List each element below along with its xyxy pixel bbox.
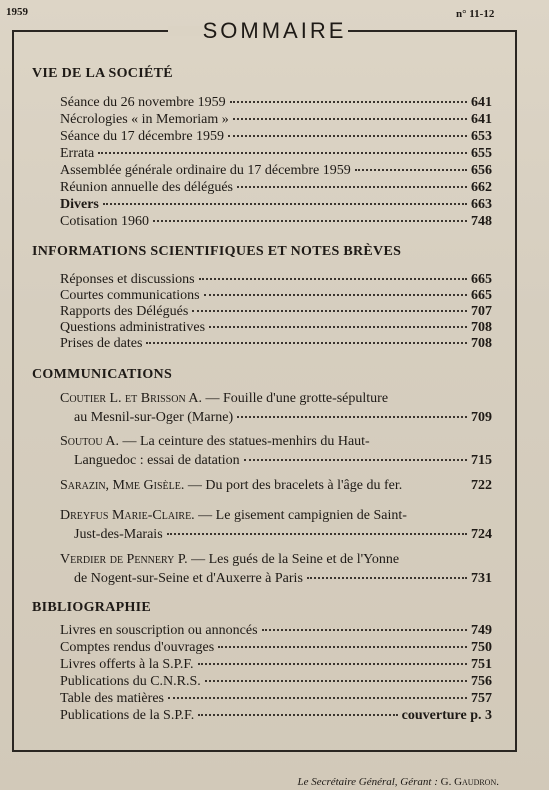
entry-page: 722	[471, 478, 492, 493]
entry-text: Publications du C.N.R.S.	[60, 674, 201, 689]
dot-leader	[198, 653, 467, 665]
dot-leader	[233, 108, 467, 120]
dot-leader	[209, 316, 467, 328]
communication-entry	[60, 550, 492, 588]
entry-page: 707	[471, 304, 492, 319]
entry-page: couverture p. 3	[401, 708, 492, 723]
entry-text: Questions administratives	[60, 320, 206, 335]
entry-author: Verdier de Pennery P.	[60, 552, 188, 567]
entry-page: 663	[471, 197, 492, 212]
dot-leader	[146, 332, 467, 344]
dot-leader	[168, 687, 467, 699]
entry-page: 709	[471, 410, 492, 425]
entry-author: Dreyfus Marie-Claire.	[60, 508, 195, 523]
entry-text: Nécrologies « in Memoriam »	[60, 112, 229, 127]
entry-title: — Le gisement campignien de Saint-	[198, 508, 407, 523]
dot-leader	[228, 125, 467, 137]
entry-title: — Fouille d'une grotte-sépulture	[205, 391, 389, 406]
entry-page: 708	[471, 336, 492, 351]
entry-text: Errata	[60, 146, 95, 161]
entry-text: Réunion annuelle des délégués	[60, 180, 234, 195]
dot-leader	[167, 523, 467, 535]
entry-text: Livres en souscription ou annoncés	[60, 623, 258, 638]
entry-page: 756	[471, 674, 492, 689]
dot-leader	[199, 268, 467, 280]
footer-signature	[297, 776, 499, 788]
entry-text: Rapports des Délégués	[60, 304, 189, 319]
entry-page: 757	[471, 691, 492, 706]
entry-page: 662	[471, 180, 492, 195]
communication-entry	[60, 506, 492, 544]
entry-text: Séance du 17 décembre 1959	[60, 129, 225, 144]
entry-title-cont: au Mesnil-sur-Oger (Marne)	[74, 410, 234, 425]
entry-page: 748	[471, 214, 492, 229]
entry-page: 653	[471, 129, 492, 144]
entry-text: Prises de dates	[60, 336, 143, 351]
section-title-informations: INFORMATIONS SCIENTIFIQUES ET NOTES BRÈVES	[32, 244, 402, 259]
dot-leader	[218, 636, 467, 648]
toc-entry	[60, 213, 492, 229]
entry-text: Séance du 26 novembre 1959	[60, 95, 226, 110]
dot-leader	[192, 300, 467, 312]
entry-title: — Du port des bracelets à l'âge du fer.	[187, 478, 403, 493]
toc-entry	[60, 335, 492, 351]
entry-page: 749	[471, 623, 492, 638]
entry-page: 641	[471, 112, 492, 127]
entry-page: 750	[471, 640, 492, 655]
dot-leader	[230, 91, 467, 103]
dot-leader	[204, 284, 467, 296]
section-title-vie-societe: VIE DE LA SOCIÉTÉ	[32, 66, 173, 81]
year-label: 1959	[6, 6, 28, 18]
dot-leader	[262, 619, 467, 631]
communication-entry	[60, 389, 492, 427]
entry-title-cont: Just-des-Marais	[74, 527, 163, 542]
entry-text: Courtes communications	[60, 288, 200, 303]
entry-page: 708	[471, 320, 492, 335]
dot-leader	[307, 567, 467, 579]
dot-leader	[198, 704, 397, 716]
section-title-communications: COMMUNICATIONS	[32, 367, 173, 382]
entry-page: 655	[471, 146, 492, 161]
entry-text: Cotisation 1960	[60, 214, 150, 229]
communication-entry	[60, 476, 492, 495]
entry-text: Réponses et discussions	[60, 272, 195, 287]
entry-author: Coutier L. et Brisson A.	[60, 391, 203, 406]
dot-leader	[244, 449, 467, 461]
toc-entry	[60, 707, 492, 723]
footer-name: G. Gaudron.	[440, 776, 499, 788]
dot-leader	[355, 159, 467, 171]
communication-entry	[60, 432, 492, 470]
entry-page: 641	[471, 95, 492, 110]
dot-leader	[103, 193, 467, 205]
entry-page: 724	[471, 527, 492, 542]
entry-text: Comptes rendus d'ouvrages	[60, 640, 215, 655]
entry-page: 751	[471, 657, 492, 672]
entry-page: 731	[471, 571, 492, 586]
entry-author: Sarazin, Mme Gisèle.	[60, 478, 185, 493]
entry-page: 665	[471, 288, 492, 303]
dot-leader	[237, 406, 467, 418]
issue-number: n° 11-12	[456, 8, 495, 20]
entry-text: Divers	[60, 197, 99, 212]
dot-leader	[205, 670, 467, 682]
footer-label: Le Secrétaire Général, Gérant :	[297, 776, 438, 788]
entry-page: 665	[471, 272, 492, 287]
section-title-bibliographie: BIBLIOGRAPHIE	[32, 600, 152, 615]
entry-text: Table des matières	[60, 691, 164, 706]
entry-text: Publications de la S.P.F.	[60, 708, 195, 723]
dot-leader	[153, 210, 467, 222]
entry-title: — Les gués de la Seine et de l'Yonne	[191, 552, 400, 567]
entry-page: 656	[471, 163, 492, 178]
entry-title-cont: Languedoc : essai de datation	[74, 453, 240, 468]
entry-text: Livres offerts à la S.P.F.	[60, 657, 194, 672]
dot-leader	[237, 176, 467, 188]
entry-page: 715	[471, 453, 492, 468]
page-title: SOMMAIRE	[202, 18, 347, 43]
dot-leader	[98, 142, 467, 154]
entry-text: Assemblée générale ordinaire du 17 décembre 1959	[60, 163, 351, 178]
entry-author: Soutou A.	[60, 434, 119, 449]
entry-title: — La ceinture des statues-menhirs du Haut-	[122, 434, 370, 449]
entry-title-cont: de Nogent-sur-Seine et d'Auxerre à Paris	[74, 571, 303, 586]
